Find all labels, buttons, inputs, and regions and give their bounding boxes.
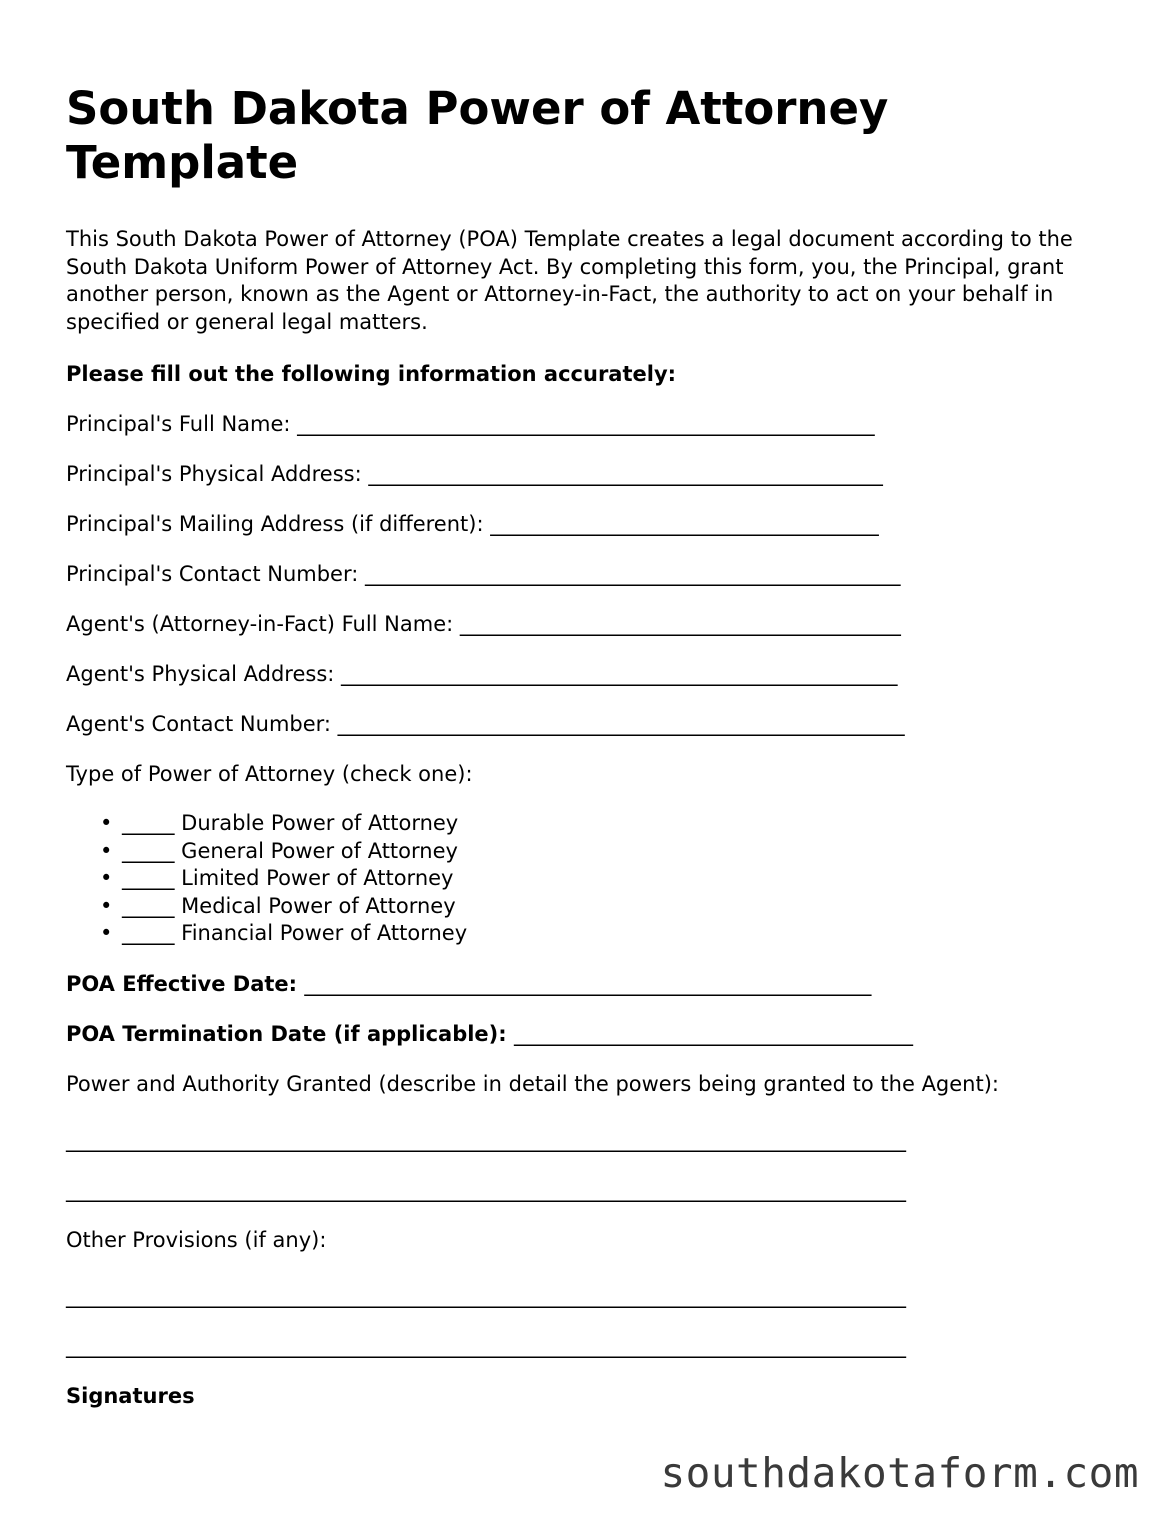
intro-paragraph: This South Dakota Power of Attorney (POA) Template creates a legal document according to the South Dakota Uniform Power of Attorney Act. By completing this form, you, the Principal, grant another person, known as the Agent or Attorney-in-Fact, the authority to act on your behalf in specified or general legal matters. [66, 227, 1073, 334]
principal-physical-address-label: Principal's Physical Address: [66, 462, 369, 486]
principal-name-line[interactable]: _______________________________________________________ [297, 412, 875, 436]
poa-type-option-label: _____ General Power of Attorney [122, 838, 458, 863]
bullet-icon: • [100, 921, 113, 945]
other-provisions-line-1[interactable]: ________________________________________________________________________________ [66, 1283, 906, 1308]
agent-physical-address-field[interactable] [66, 660, 1126, 688]
bullet-icon: • [100, 838, 113, 863]
principal-physical-address-line[interactable]: _________________________________________________ [368, 462, 883, 486]
agent-physical-address-line[interactable]: _____________________________________________________ [341, 662, 898, 686]
poa-type-option-label: _____ Limited Power of Attorney [122, 866, 454, 890]
agent-contact-field[interactable] [66, 710, 1126, 738]
other-provisions-label: Other Provisions (if any): [66, 1227, 327, 1252]
agent-contact-line[interactable]: ______________________________________________________ [337, 712, 905, 736]
poa-type-option-general[interactable] [100, 838, 1126, 866]
effective-date-label: POA Effective Date: [66, 971, 305, 996]
principal-contact-line[interactable]: ___________________________________________________ [365, 562, 901, 586]
effective-date-field[interactable] [66, 970, 1126, 998]
principal-mailing-address-field[interactable] [66, 510, 1126, 538]
signatures-heading: Signatures [66, 1383, 195, 1408]
site-watermark: southdakotaform.com [660, 1449, 1139, 1497]
document-page [66, 82, 1126, 1410]
poa-type-option-label: _____ Financial Power of Attorney [122, 921, 468, 945]
bullet-icon: • [100, 811, 113, 835]
powers-granted-label: Power and Authority Granted (describe in detail the powers being granted to the Agent): [66, 1071, 999, 1096]
poa-type-option-financial[interactable] [100, 920, 1126, 948]
document-title: South Dakota Power of Attorney Template [66, 82, 889, 189]
effective-date-line[interactable]: ______________________________________________________ [304, 971, 872, 996]
poa-type-option-medical[interactable] [100, 893, 1126, 921]
agent-name-label: Agent's (Attorney-in-Fact) Full Name: [66, 612, 460, 636]
agent-physical-address-label: Agent's Physical Address: [66, 662, 342, 686]
principal-physical-address-field[interactable] [66, 460, 1126, 488]
bullet-icon: • [100, 893, 113, 918]
powers-granted-line-2[interactable]: ________________________________________________________________________________ [66, 1177, 906, 1202]
poa-type-option-label: _____ Durable Power of Attorney [122, 811, 459, 835]
termination-date-field[interactable] [66, 1020, 1126, 1048]
powers-granted-line-1[interactable]: ________________________________________________________________________________ [66, 1127, 906, 1152]
principal-mailing-address-label: Principal's Mailing Address (if different): [66, 512, 491, 536]
principal-name-label: Principal's Full Name: [66, 412, 298, 436]
termination-date-line[interactable]: ______________________________________ [513, 1021, 913, 1046]
termination-date-label: POA Termination Date (if applicable): [66, 1021, 514, 1046]
poa-type-option-durable[interactable] [100, 810, 1126, 838]
bullet-icon: • [100, 866, 113, 890]
other-provisions-line-2[interactable]: ________________________________________________________________________________ [66, 1333, 906, 1358]
principal-contact-label: Principal's Contact Number: [66, 562, 365, 586]
poa-type-option-limited[interactable] [100, 865, 1126, 893]
principal-contact-field[interactable] [66, 560, 1126, 588]
principal-name-field[interactable] [66, 410, 1126, 438]
principal-mailing-address-line[interactable]: _____________________________________ [490, 512, 879, 536]
instruction-text: Please fill out the following information accurately: [66, 362, 677, 386]
agent-contact-label: Agent's Contact Number: [66, 712, 338, 736]
agent-name-field[interactable] [66, 610, 1126, 638]
poa-type-option-label: _____ Medical Power of Attorney [122, 893, 456, 918]
poa-type-label: Type of Power of Attorney (check one): [66, 762, 473, 786]
agent-name-line[interactable]: __________________________________________ [459, 612, 901, 636]
poa-type-list [66, 810, 1126, 948]
